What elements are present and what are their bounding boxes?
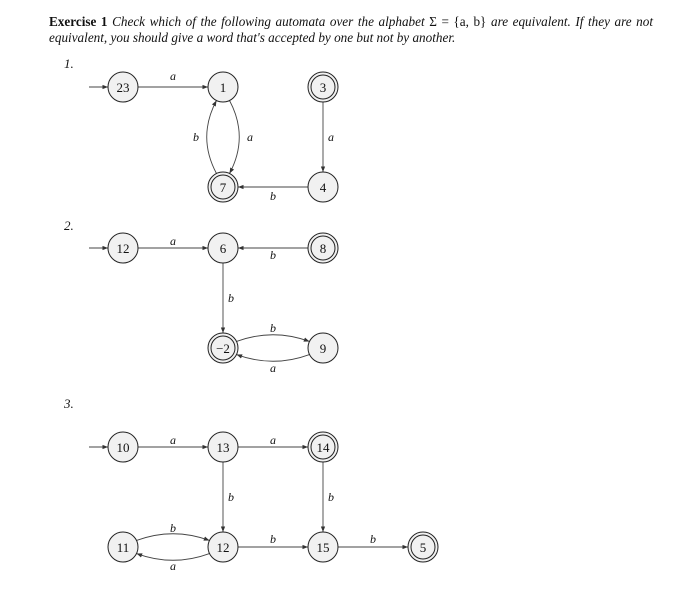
transition-1-7-1 [193,101,216,174]
transition-3-13-12 [223,462,234,532]
transition-1-3-4 [323,102,334,172]
transition-label: b [228,291,234,305]
state-3-11 [108,532,138,562]
state-name: 7 [219,180,227,195]
state-1-1 [208,72,238,102]
state-1-7 [208,172,238,202]
state-name: 3 [319,80,327,95]
state-3-13 [208,432,238,462]
exercise-text-a: Check which of the following automata over the alphabet [112,14,425,29]
transition-2-8-6 [238,248,308,262]
automaton-1-number: 1. [64,56,74,71]
state-name: 11 [116,540,130,555]
state-2-minus-2 [208,333,238,363]
transition-label: a [270,361,276,375]
exercise-heading: Exercise 1 [49,14,108,29]
transition-1-1-7 [230,101,253,174]
transition-arrow [207,101,217,174]
transition-label: b [270,321,276,335]
state-2-6 [208,233,238,263]
transition-2-9-minus-2 [237,355,310,375]
transition-label: b [328,490,334,504]
state-1-23 [89,72,138,102]
state-3-12 [208,532,238,562]
transition-label: b [270,532,276,546]
transition-2-12-6 [138,234,208,248]
transition-3-12-11 [137,554,210,573]
transition-label: a [328,130,334,144]
exercise-text-b: are equivalent. If they are not equivalent, you should give a word that's accepted by one but not by another. [49,14,654,45]
transition-1-23-1 [138,69,208,87]
state-3-10 [89,432,138,462]
transition-3-11-12 [137,521,210,540]
transition-label: a [170,433,176,447]
transition-3-10-13 [138,433,208,447]
transition-label: b [370,532,376,546]
state-name: −2 [216,341,230,356]
transition-label: b [228,490,234,504]
automaton-3-number: 3. [64,396,74,411]
state-1-3 [308,72,338,102]
state-name: 12 [216,540,230,555]
transition-label: a [170,559,176,573]
transition-3-14-15 [323,462,334,532]
state-3-15 [308,532,338,562]
transition-label: b [270,189,276,203]
state-name: 12 [116,241,130,256]
transition-label: a [270,433,276,447]
state-name: 6 [219,241,227,256]
transition-1-4-7 [238,187,308,203]
states-layer [89,72,438,562]
transition-label: b [170,521,176,535]
transition-arrow [237,335,310,342]
state-name: 14 [316,440,330,455]
state-name: 4 [319,180,327,195]
alphabet-math: Σ = {a, b} [429,14,487,29]
state-2-8 [308,233,338,263]
transition-label: b [193,130,199,144]
state-name: 15 [316,540,330,555]
state-3-14 [308,432,338,462]
transition-label: b [270,248,276,262]
transition-label: a [170,69,176,83]
transition-3-15-5 [338,532,408,547]
transition-3-12-15 [238,532,308,547]
transition-arrow [230,101,240,174]
state-name: 13 [216,440,230,455]
state-2-9 [308,333,338,363]
transition-3-13-14 [238,433,308,447]
state-name: 1 [219,80,227,95]
transition-2-6-minus-2 [223,263,234,333]
state-name: 23 [116,80,130,95]
transitions-layer [137,69,408,573]
state-name: 10 [116,440,130,455]
automaton-2-number: 2. [64,218,74,233]
transition-2-minus-2-9 [237,321,310,341]
transition-label: a [170,234,176,248]
state-name: 8 [319,241,327,256]
state-2-12 [89,233,138,263]
state-name: 9 [319,341,327,356]
state-name: 5 [419,540,427,555]
state-3-5 [408,532,438,562]
state-1-4 [308,172,338,202]
transition-label: a [247,130,253,144]
